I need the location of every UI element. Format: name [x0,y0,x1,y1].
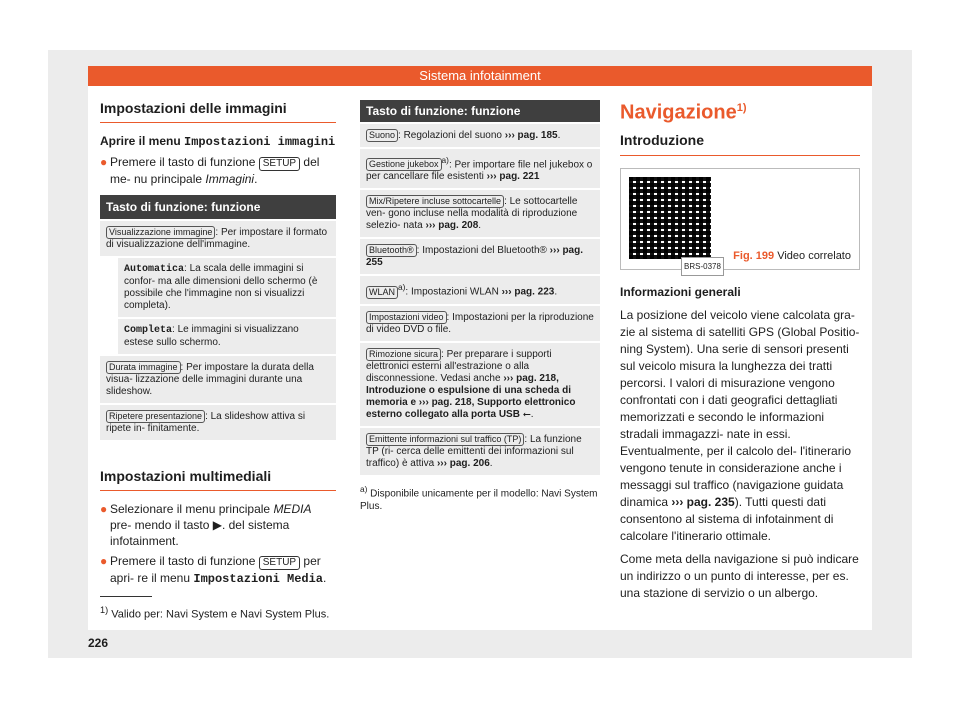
paragraph: La posizione del veicolo viene calcolata gra- zie al sistema di satelliti GPS (Global Positio- ning System). Una serie di sensori presenti sul veicolo misura la lunghezza dei tratti percorsi. I valori di misurazione vengono confrontati con i dati geografici dettagliati memorizzati e secondo le informazioni stradali immagazzi- nate in essi. Eventualmente, per il calcolo del- l'itinerario vengono tenute in considerazione anche i messaggi sul traffico (navigazione guidata dinamica ››› pag. 235). Tutti questi dati consentono al sistema di infotainment di calcolare l'itinerario ottimale. [620,307,860,543]
table-row: Suono : Regolazioni del suono ››› pag. 185. [360,124,600,147]
open-menu-line [100,133,336,150]
paragraph: Come meta della navigazione si può indicare un indirizzo o un punto di interesse, per es. una stazione di servizio o un albergo. [620,551,859,600]
open-menu-prefix: Aprire il menu [100,134,185,148]
title-rule [100,122,336,123]
title-rule [100,490,336,491]
page-number: 226 [88,636,109,650]
middle-column [360,100,600,519]
figure-caption: Fig. 199 Video correlato [733,249,851,262]
general-info-heading: Informazioni generali [620,284,741,299]
table-row: Rimozione sicura : Per preparare i supporti elettronici esterni all'estrazione o alla disconnessione. Vedasi anche ››› pag. 218, Introduzione o espulsione di una scheda di memoria e ››› pag. 218, Supporto elettronico esterno collegato alla porta USB ⭠. [360,343,600,426]
table-row: Mix/Ripetere incluse sottocartelle : Le sottocartelle ven- gono incluse nella modalità di riproduzione selezio- nata ››› pag. 208. [360,190,600,237]
table-row: Ripetere presentazione : La slideshow attiva si ripete in- finitamente. [100,405,336,440]
section-title-images: Impostazioni delle immagini [100,100,287,116]
bullet-icon: ● [100,502,108,516]
bullet-setup [100,154,336,187]
table-row: Automatica: La scala delle immagini si confor- ma alle dimensioni dello schermo (è possibile che l'immagine non si visualizzi completa). [118,258,336,317]
bullet-icon: ● [100,155,108,169]
setup-key: SETUP [259,556,300,570]
bullet-setup-media [100,553,336,587]
navigation-title: Navigazione$^{1)}$ [620,101,747,124]
bullet-text: Premere il tasto di funzione SETUP per apri- re il menu Impostazioni Media. [110,554,327,586]
footnote-divider [100,596,152,597]
table-row: Bluetooth® : Impostazioni del Bluetooth® ››› pag. 255 [360,239,600,274]
function-table-header: Tasto di funzione: funzione [360,100,600,122]
table-row: Visualizzazione immagine : Per impostare il formato di visualizzazione dell'immagine. [100,221,336,256]
section-title-multimedia: Impostazioni multimediali [100,468,272,484]
table-row: Impostazioni video : Impostazioni per la riproduzione di video DVD o file. [360,306,600,341]
menu-name: Impostazioni immagini [184,135,336,149]
table-row: Gestione jukebox $^{a)}$: Per importare file nel jukebox o per cancellare file esistenti ››› pag. 221 [360,149,600,188]
table-row: WLAN $^{a)}$: Impostazioni WLAN ››› pag. 223. [360,276,600,303]
bullet-text: Premere il tasto di funzione SETUP del me- nu principale Immagini. [110,155,320,186]
bullet-text: Selezionare il menu principale MEDIA pre- mendo il tasto ▶. del sistema infotainment. [110,502,312,548]
function-table-header: Tasto di funzione: funzione [100,195,336,219]
play-icon: ▶ [212,518,222,532]
bullet-icon: ● [100,554,108,568]
figure-box [620,168,860,270]
table-footnote: $^{a)}$ Disponibile unicamente per il modello: Navi System Plus. [360,483,598,512]
right-column [620,100,860,608]
title-rule [620,155,860,156]
left-column [100,100,336,591]
page-footnote: $^{1)}$ Valido per: Navi System e Navi System Plus. [100,605,330,621]
table-row: Completa: Le immagini si visualizzano estese sullo schermo. [118,319,336,354]
qr-label: BRS-0378 [681,257,724,276]
table-row: Emittente informazioni sul traffico (TP) : La funzione TP (ri- cerca delle emittenti dei informazioni sul traffico) è attiva ››› pag. 206. [360,428,600,475]
qr-code-icon [629,177,711,259]
intro-subtitle: Introduzione [620,131,704,148]
section-header: Sistema infotainment [88,66,872,86]
setup-key: SETUP [259,157,300,171]
bullet-media [100,501,336,549]
table-row: Durata immagine : Per impostare la durata della visua- lizzazione delle immagini durante una slideshow. [100,356,336,403]
